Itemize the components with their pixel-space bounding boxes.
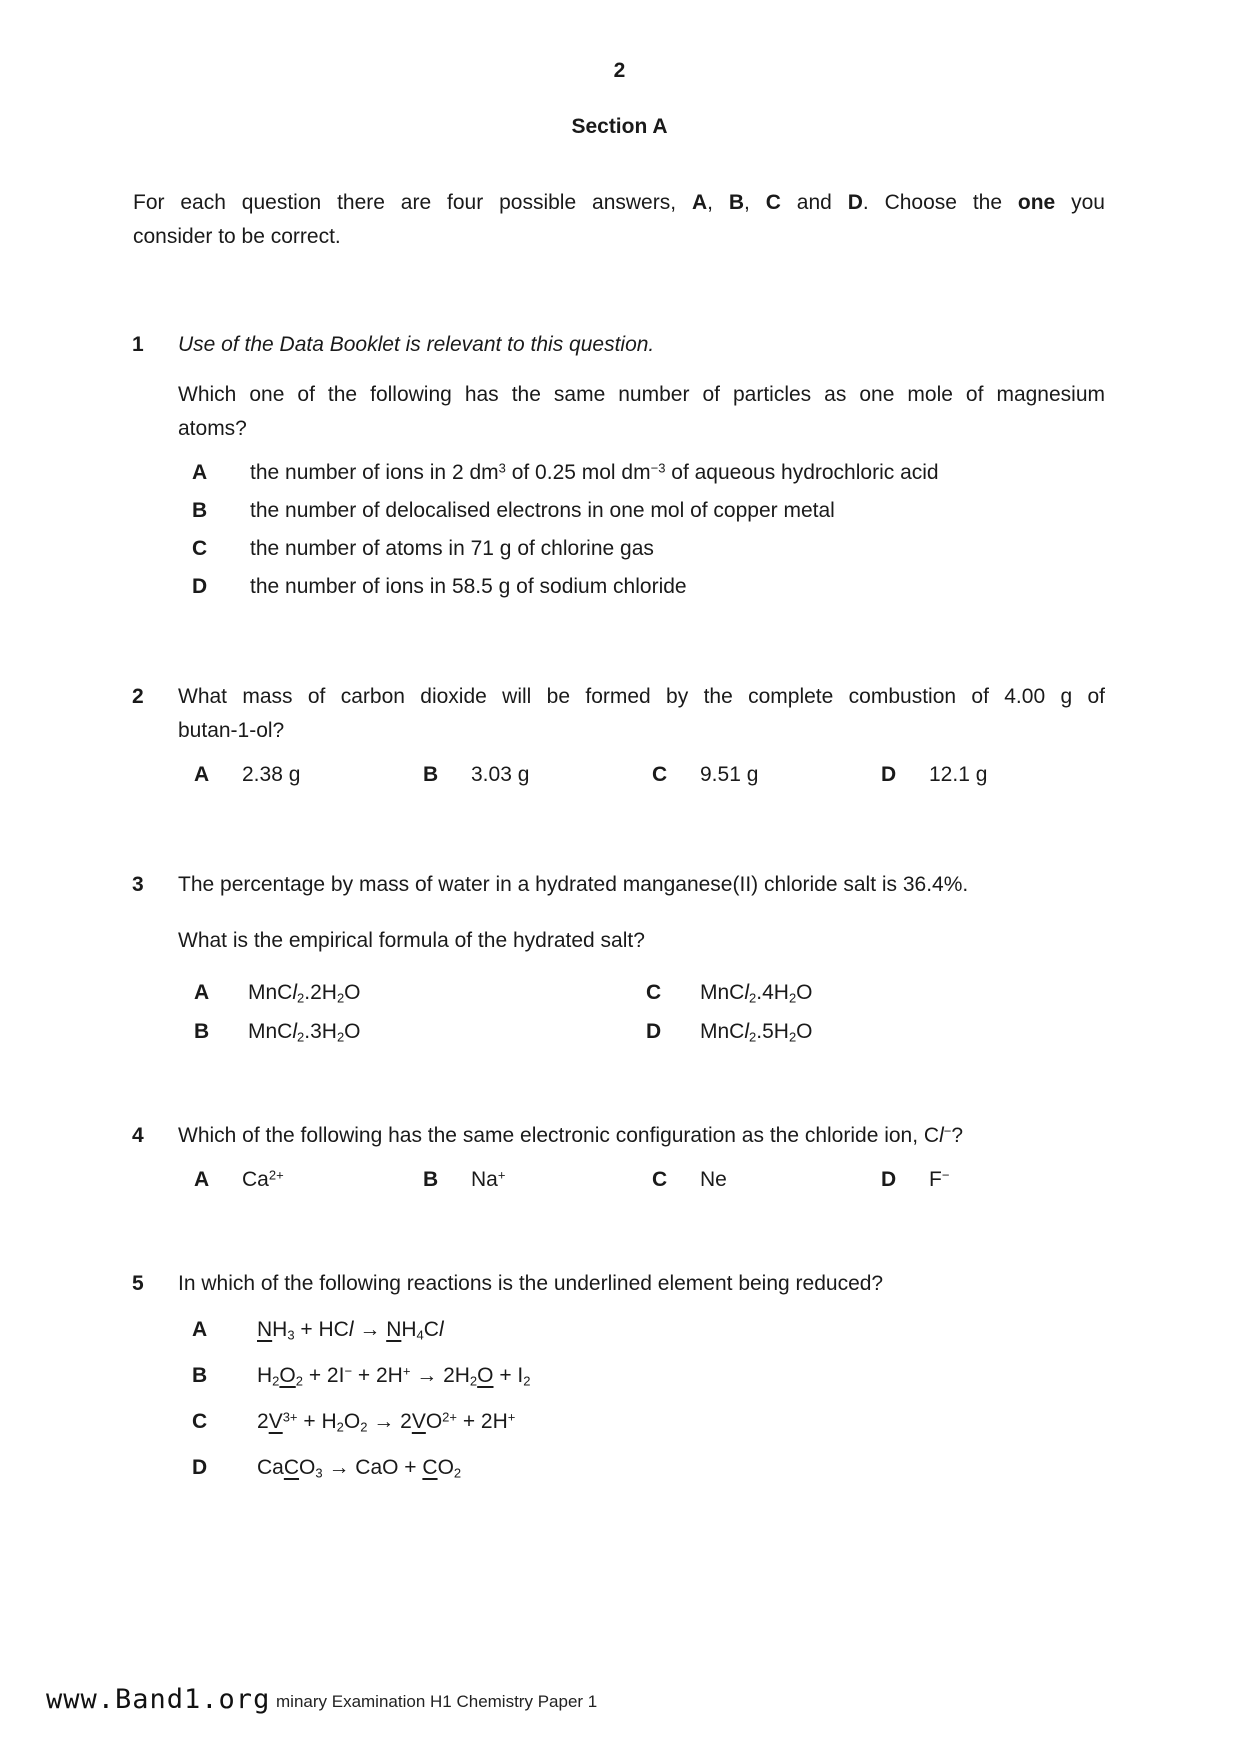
question-number: 2	[132, 685, 144, 708]
option-letter: B	[194, 1020, 210, 1043]
option-letter: B	[423, 1168, 439, 1191]
option-letter: D	[881, 1168, 897, 1191]
question-body	[178, 1119, 1105, 1191]
question-5	[132, 1267, 1105, 1503]
option-letter: D	[646, 1020, 662, 1043]
question-paragraph	[178, 868, 1105, 902]
question-2	[132, 680, 1105, 786]
section-title: Section A	[571, 115, 668, 138]
option-c	[178, 538, 1105, 560]
instructions-line: consider to be correct.	[133, 225, 341, 248]
option-text: $2V^{3+} + H_2O_2 \to 2VO^{2+} + 2H^+$	[257, 1409, 516, 1435]
option-text: $NH_3$ + HCl → $NH_4Cl$	[257, 1318, 444, 1343]
option-d	[178, 1457, 1105, 1479]
page-number: 2	[613, 59, 626, 82]
question-4	[132, 1119, 1105, 1191]
option-text: the number of ions in 58.5 g of sodium chloride	[250, 575, 687, 598]
question-body	[178, 1267, 1105, 1503]
option-letter: A	[192, 461, 208, 484]
question-text-line: The percentage by mass of water in a hydrated manganese(II) chloride salt is 36.4%.	[178, 873, 969, 896]
option-c	[630, 982, 1105, 1004]
option-letter: C	[192, 537, 208, 560]
option-text: $MnCl_2.5H_2O$	[700, 1020, 813, 1045]
option-letter: A	[194, 763, 210, 786]
question-body	[178, 680, 1105, 786]
option-text: Na+	[471, 1167, 506, 1191]
option-a	[178, 982, 630, 1004]
option-text: the number of delocalised electrons in one mol of copper metal	[250, 499, 835, 522]
question-number: 1	[132, 333, 144, 356]
option-text: 9.51 g	[700, 763, 759, 786]
question-body	[178, 868, 1105, 1043]
footer-watermark: www.Band1.org	[46, 1684, 271, 1715]
option-a	[178, 1319, 1105, 1341]
question-number: 4	[132, 1124, 144, 1147]
option-letter: A	[192, 1318, 208, 1341]
option-text: $MnCl_2.2H_2O$	[248, 981, 361, 1006]
instructions	[133, 186, 1105, 254]
option-d	[178, 576, 1105, 598]
option-letter: B	[192, 499, 208, 522]
option-letter: D	[192, 575, 208, 598]
option-letter: C	[192, 1410, 208, 1433]
option-d	[630, 1021, 1105, 1043]
question-1	[132, 328, 1105, 614]
question-text-line: atoms?	[178, 417, 247, 440]
option-b	[178, 500, 1105, 522]
option-letter: A	[194, 981, 210, 1004]
option-text: the number of atoms in 71 g of chlorine gas	[250, 537, 654, 560]
option-d	[865, 1169, 1094, 1191]
option-letter: D	[192, 1456, 208, 1479]
question-number: 3	[132, 873, 144, 896]
option-text: CaCO$_3$ → CaO + $CO_2$	[257, 1456, 462, 1481]
question-paragraph	[178, 1267, 1105, 1301]
options-group	[178, 1319, 1105, 1479]
question-3	[132, 868, 1105, 1043]
question-text-line: butan-1-ol?	[178, 719, 285, 742]
option-text: the number of ions in 2 $dm^3$ of 0.25 mol $dm^{-3}$ of aqueous hydrochloric acid	[250, 460, 939, 484]
questions-container	[0, 328, 1239, 1503]
options-group	[178, 982, 1105, 1043]
option-b	[407, 1169, 636, 1191]
option-text: 3.03 g	[471, 763, 530, 786]
options-group	[178, 462, 1105, 598]
option-c	[636, 1169, 865, 1191]
footer-exam-title: minary Examination H1 Chemistry Paper 1	[276, 1692, 598, 1711]
option-c	[636, 764, 865, 786]
question-body	[178, 328, 1105, 614]
question-paragraph	[178, 680, 1105, 748]
option-letter: C	[652, 763, 668, 786]
option-text: $H_2O_2 + 2I^- + 2H^+ \to 2H_2O + I_2$	[257, 1363, 531, 1389]
option-text: F−	[929, 1167, 950, 1191]
question-text-line: What mass of carbon dioxide will be formed by the complete combustion of 4.00 g of	[178, 685, 1105, 708]
option-d	[865, 764, 1094, 786]
option-text: 2.38 g	[242, 763, 301, 786]
instructions-line: For each question there are four possible answers, A, B, C and D. Choose the one you	[133, 191, 1105, 214]
option-b	[407, 764, 636, 786]
option-c	[178, 1411, 1105, 1433]
question-paragraph	[178, 1119, 1105, 1153]
option-text: 12.1 g	[929, 763, 988, 786]
option-letter: B	[192, 1364, 208, 1387]
question-text-line: In which of the following reactions is the underlined element being reduced?	[178, 1272, 884, 1295]
option-text: $Ca^{2+}$	[242, 1167, 284, 1191]
options-group	[178, 1169, 1105, 1191]
option-letter: B	[423, 763, 439, 786]
question-text-line: Use of the Data Booklet is relevant to this question.	[178, 333, 655, 356]
option-letter: D	[881, 763, 897, 786]
option-a	[178, 1169, 407, 1191]
question-text-line: What is the empirical formula of the hydrated salt?	[178, 929, 645, 952]
question-paragraph	[178, 328, 1105, 362]
option-text: $MnCl_2.3H_2O$	[248, 1020, 361, 1045]
option-a	[178, 764, 407, 786]
option-b	[178, 1365, 1105, 1387]
question-paragraph	[178, 924, 1105, 958]
question-text-line: Which of the following has the same electronic configuration as the chloride ion, Cl−?	[178, 1123, 964, 1147]
question-paragraph	[178, 378, 1105, 446]
option-text: Ne	[700, 1168, 727, 1191]
option-a	[178, 462, 1105, 484]
question-number: 5	[132, 1272, 144, 1295]
option-letter: C	[646, 981, 662, 1004]
options-group	[178, 764, 1105, 786]
option-letter: C	[652, 1168, 668, 1191]
option-b	[178, 1021, 630, 1043]
option-letter: A	[194, 1168, 210, 1191]
option-text: $MnCl_2.4H_2O$	[700, 981, 813, 1006]
question-text-line: Which one of the following has the same number of particles as one mole of magnesium	[178, 383, 1105, 406]
